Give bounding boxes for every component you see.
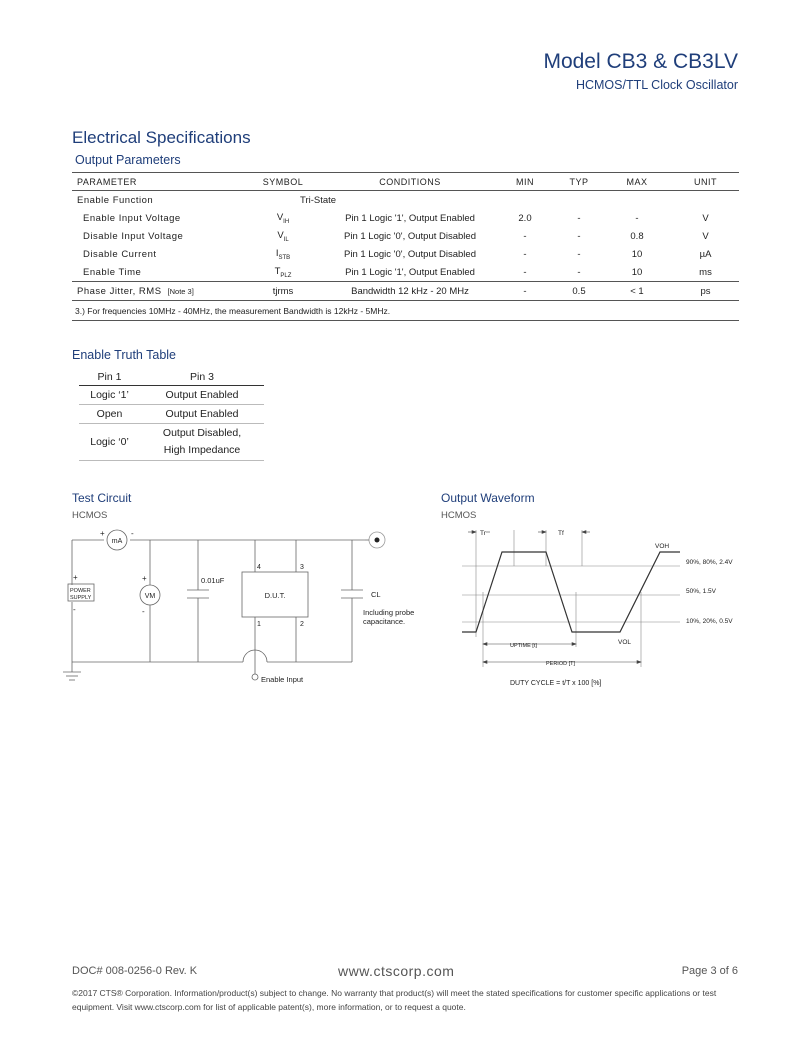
table-row	[72, 191, 739, 210]
table-row	[72, 263, 739, 282]
unit-cell: µA	[699, 248, 712, 260]
symbol-cell: tjrms	[240, 282, 326, 301]
min-cell: -	[523, 266, 527, 278]
pin1-label: 1	[257, 621, 261, 628]
pin1-cell: Logic ‘0’	[79, 424, 140, 461]
table-note-row	[72, 301, 739, 321]
pin3-cell: Output Enabled	[140, 386, 264, 405]
model-title: Model CB3 & CB3LV	[543, 50, 738, 73]
pin3-cell: Output Enabled	[140, 405, 264, 424]
typ-cell: -	[577, 248, 581, 260]
tr-label: Tr	[480, 530, 486, 537]
note-tag: [Note 3]	[167, 286, 194, 296]
table-row	[72, 282, 739, 301]
tri-state-cell: Tri-State	[300, 194, 337, 206]
vol-label: VOL	[618, 639, 632, 646]
max-cell: -	[635, 212, 639, 224]
power-supply-label-2: SUPPLY	[70, 595, 92, 601]
ammeter-plus: +	[100, 529, 105, 538]
column-header: PARAMETER	[72, 173, 240, 191]
unit-cell: V	[702, 230, 709, 242]
footer-page-number: Page 3 of 6	[681, 965, 738, 977]
column-header: Pin 1	[79, 369, 140, 386]
section-title: Electrical Specifications	[72, 128, 251, 147]
footer-doc-number: DOC# 008-0256-0 Rev. K	[72, 965, 198, 977]
power-supply-label: POWER	[70, 588, 91, 594]
column-header: TYP	[556, 173, 602, 191]
pin2-label: 2	[300, 621, 304, 628]
probe-note-line2: capacitance.	[363, 617, 406, 626]
max-cell: 10	[631, 248, 643, 260]
min-cell: 2.0	[518, 212, 532, 224]
model-subtitle: HCMOS/TTL Clock Oscillator	[575, 78, 738, 92]
conditions-cell: Pin 1 Logic '1', Output Enabled	[345, 212, 475, 224]
table-row	[72, 245, 739, 263]
voh-label: VOH	[655, 543, 670, 550]
level-high-label: 90%, 80%, 2.4V	[686, 559, 733, 566]
parameter-cell: Enable Input Voltage	[83, 212, 181, 224]
column-header: UNIT	[672, 173, 739, 191]
ammeter-label: mA	[111, 538, 123, 545]
parameter-cell: Disable Input Voltage	[83, 230, 184, 242]
parameter-cell: Enable Function	[77, 194, 154, 206]
output-waveform-diagram	[440, 522, 740, 692]
tf-label: Tf	[558, 530, 564, 537]
min-cell: -	[494, 282, 556, 301]
footer-website[interactable]: www.ctscorp.com	[338, 963, 455, 979]
min-cell: -	[523, 248, 527, 260]
truth-table-title: Enable Truth Table	[72, 348, 177, 362]
table-header-row	[72, 173, 739, 191]
enable-input-label: Enable Input	[261, 675, 304, 684]
level-low-label: 10%, 20%, 0.5V	[686, 618, 733, 625]
conditions-cell: Pin 1 Logic '0', Output Disabled	[344, 248, 476, 260]
table-row	[79, 424, 264, 461]
ammeter-minus: -	[131, 529, 134, 538]
supply-plus: +	[73, 573, 78, 582]
typ-cell: -	[577, 230, 581, 242]
table-header-row	[79, 369, 264, 386]
max-cell: 10	[631, 266, 643, 278]
table-row	[79, 386, 264, 405]
column-header: CONDITIONS	[326, 173, 494, 191]
column-header: SYMBOL	[240, 173, 326, 191]
symbol-cell: $I_{STB}$	[275, 247, 291, 261]
supply-minus: -	[73, 605, 76, 614]
symbol-cell: $V_{IH}$	[276, 211, 290, 225]
level-mid-label: 50%, 1.5V	[686, 588, 716, 595]
dut-label: D.U.T.	[264, 591, 286, 600]
pin3-label: 3	[300, 564, 304, 571]
symbol-cell: $V_{IL}$	[277, 229, 289, 243]
output-waveform-subtitle: HCMOS	[441, 510, 477, 521]
output-parameters-table	[72, 172, 739, 321]
typ-cell: -	[577, 212, 581, 224]
test-circuit-title: Test Circuit	[72, 491, 132, 505]
footer-legal-text: ©2017 CTS® Corporation. Information/product(s) subject to change. No warranty that product(s) will meet the stated specifications for customer specific applications or test equipment. Visit www.ctscorp.com for list of applicable patent(s), more information, or to request a quote.	[72, 988, 717, 1012]
table-row	[72, 227, 739, 245]
max-cell: 0.8	[630, 230, 644, 242]
table-row	[72, 209, 739, 227]
conditions-cell: Pin 1 Logic '1', Output Enabled	[345, 266, 475, 278]
truth-table	[79, 369, 264, 461]
symbol-cell: $T_{PLZ}$	[274, 265, 292, 279]
column-header: Pin 3	[140, 369, 264, 386]
max-cell: < 1	[602, 282, 672, 301]
typ-cell: -	[577, 266, 581, 278]
period-label: PERIOD [T]	[546, 661, 576, 667]
cl-label: CL	[371, 590, 381, 599]
unit-cell: V	[702, 212, 709, 224]
test-circuit-subtitle: HCMOS	[72, 510, 108, 521]
pin3-cell: Output Disabled, High Impedance	[140, 424, 264, 461]
table-note: 3.) For frequencies 10MHz - 40MHz, the measurement Bandwidth is 12kHz - 5MHz.	[72, 301, 739, 321]
capacitor-label: 0.01uF	[201, 576, 225, 585]
parameter-cell: Phase Jitter, RMS [Note 3]	[72, 282, 240, 301]
enable-input-terminal-icon	[252, 674, 258, 680]
parameter-cell: Disable Current	[83, 248, 157, 260]
voltmeter-label: VM	[144, 593, 156, 600]
voltmeter-plus: +	[142, 574, 147, 583]
output-parameters-title: Output Parameters	[75, 153, 181, 167]
typ-cell: 0.5	[556, 282, 602, 301]
conditions-cell: Pin 1 Logic '0', Output Disabled	[344, 230, 476, 242]
column-header: MIN	[494, 173, 556, 191]
duty-cycle-formula: DUTY CYCLE = t/T x 100 [%]	[510, 680, 602, 687]
table-row	[79, 405, 264, 424]
pin4-label: 4	[257, 564, 261, 571]
min-cell: -	[523, 230, 527, 242]
pin1-cell: Logic ‘1’	[79, 386, 140, 405]
probe-note-line1: Including probe	[363, 608, 415, 617]
test-circuit-diagram	[60, 522, 420, 692]
unit-cell: ms	[699, 266, 712, 278]
output-waveform-title: Output Waveform	[441, 491, 535, 505]
voltmeter-minus: -	[142, 607, 145, 616]
uptime-label: UPTIME [t]	[510, 643, 537, 649]
pin1-cell: Open	[79, 405, 140, 424]
parameter-cell: Enable Time	[83, 266, 142, 278]
column-header: MAX	[602, 173, 672, 191]
unit-cell: ps	[672, 282, 739, 301]
conditions-cell: Bandwidth 12 kHz - 20 MHz	[326, 282, 494, 301]
